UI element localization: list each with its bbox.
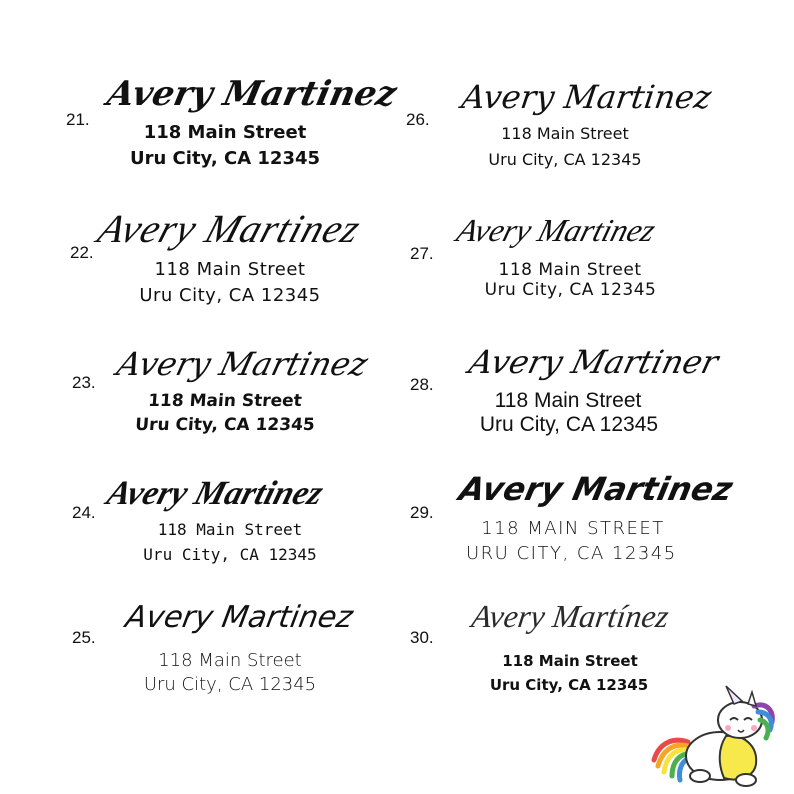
option-number: 24. bbox=[72, 503, 96, 522]
unicorn-leg bbox=[736, 774, 756, 786]
unicorn-horn bbox=[726, 686, 742, 704]
street-line: 118 Main Street bbox=[157, 520, 303, 539]
name-script: Avery Martinez bbox=[92, 206, 367, 251]
name-script: Avery Martiner bbox=[465, 343, 723, 381]
name-script: Avery Martinez bbox=[459, 78, 714, 116]
street-line: 118 Main Street bbox=[498, 260, 642, 280]
street-line: 118 MAIN STREET bbox=[481, 518, 665, 539]
city-line: Uru City, CA 12345 bbox=[489, 676, 649, 694]
unicorn-ear bbox=[748, 692, 756, 706]
street-line: 118 Main Street bbox=[143, 122, 307, 143]
option-number: 30. bbox=[410, 628, 434, 647]
street-line: 118 Main Street bbox=[154, 259, 306, 280]
city-line: Uru City, CA 12345 bbox=[134, 415, 316, 435]
option-number: 23. bbox=[72, 373, 96, 392]
mane-green bbox=[760, 720, 768, 738]
city-line: URU CITY, CA 12345 bbox=[466, 543, 677, 564]
unicorn-leg bbox=[690, 770, 710, 782]
street-line: 118 Main Street bbox=[147, 391, 303, 411]
name-script: Avery Martinez bbox=[113, 345, 372, 383]
city-line: Uru City, CA 12345 bbox=[143, 545, 317, 564]
option-number: 26. bbox=[406, 110, 430, 129]
city-line: Uru City, CA 12345 bbox=[139, 285, 321, 306]
street-line: 118 Main Street bbox=[494, 389, 642, 412]
option-number: 21. bbox=[66, 110, 90, 129]
option-number: 25. bbox=[72, 628, 96, 647]
name-script: Avery Martínez bbox=[469, 598, 671, 634]
street-line: 118 Main Street bbox=[158, 650, 302, 671]
city-line: Uru City, CA 12345 bbox=[484, 280, 657, 300]
name-script: Avery Martinez bbox=[103, 74, 401, 114]
city-line: Uru City, CA 12345 bbox=[479, 413, 659, 436]
city-line: Uru City, CA 12345 bbox=[488, 150, 642, 169]
option-number: 28. bbox=[410, 375, 434, 394]
name-script: Avery Martinez bbox=[122, 600, 356, 635]
city-line: Uru City, CA 12345 bbox=[143, 674, 317, 695]
unicorn-cheek bbox=[751, 725, 757, 731]
unicorn-mascot-icon bbox=[648, 684, 788, 794]
name-script: Avery Martinez bbox=[455, 470, 736, 508]
unicorn-shirt bbox=[720, 736, 756, 780]
name-script: Avery Martinez bbox=[102, 475, 328, 512]
street-line: 118 Main Street bbox=[502, 652, 638, 670]
option-number: 22. bbox=[70, 243, 94, 262]
option-number: 29. bbox=[410, 503, 434, 522]
unicorn-cheek bbox=[725, 725, 731, 731]
city-line: Uru City, CA 12345 bbox=[129, 148, 321, 169]
option-number: 27. bbox=[410, 244, 434, 263]
name-script: Avery Martinez bbox=[452, 212, 660, 248]
street-line: 118 Main Street bbox=[501, 124, 629, 143]
